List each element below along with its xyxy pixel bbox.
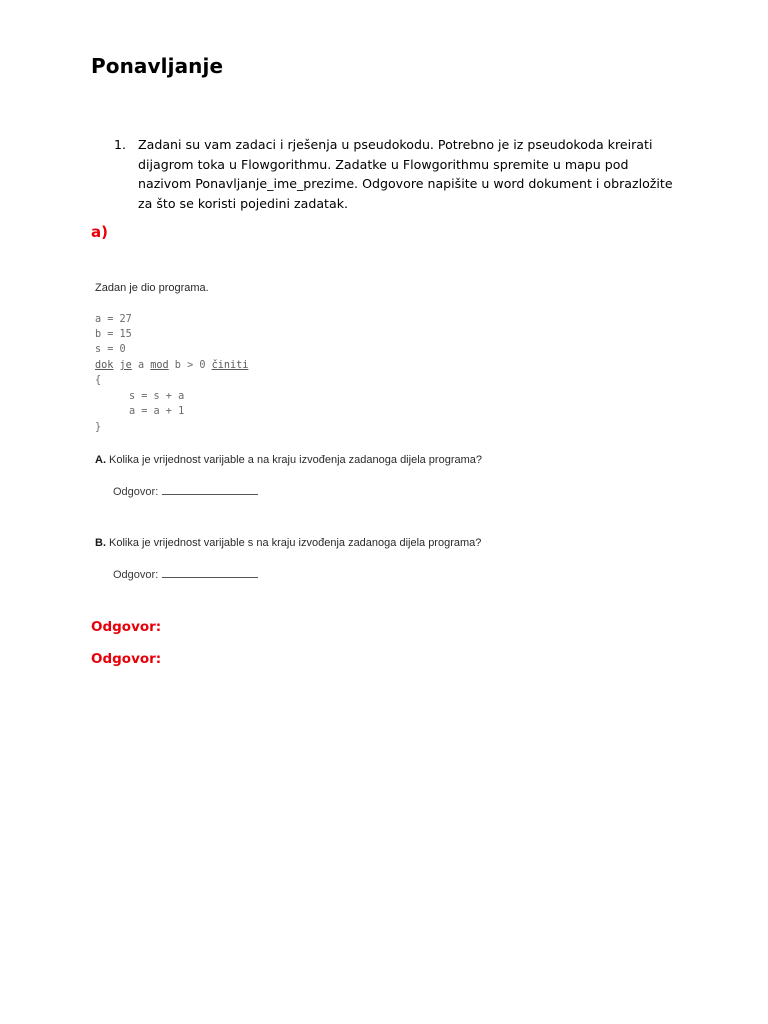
- task-item: [114, 135, 694, 213]
- question-a: [95, 454, 482, 466]
- question-b-letter: B.: [95, 537, 106, 549]
- task-line: dijagrom toka u Flowgorithmu. Zadatke u Flowgorithmu spremite u mapu pod: [138, 156, 629, 172]
- answer-label-1: Odgovor:: [91, 619, 162, 635]
- answer-label-2: Odgovor:: [91, 651, 162, 667]
- keyword-ciniti: činiti: [211, 360, 249, 371]
- code-while-line: [95, 360, 248, 371]
- task-text: [138, 135, 694, 213]
- task-line: nazivom Ponavljanje_ime_prezime. Odgovore napišite u word dokument i obrazložite: [138, 176, 673, 192]
- code-body-line: a = a + 1: [129, 406, 185, 417]
- task-line: Zadani su vam zadaci i rješenja u pseudokodu. Potrebno je iz pseudokoda kreirati: [138, 137, 653, 152]
- code-var-a: a: [137, 360, 145, 371]
- code-open-brace: {: [95, 375, 102, 386]
- answer-line-b: [113, 568, 258, 581]
- task-line: za što se koristi pojedini zadatak.: [138, 195, 348, 211]
- code-line: b = 15: [95, 329, 132, 340]
- code-close-brace: }: [95, 422, 102, 433]
- keyword-dok: dok: [95, 360, 114, 371]
- answer-label: Odgovor:: [113, 569, 159, 581]
- task-number: 1.: [114, 137, 127, 152]
- question-b: [95, 537, 481, 549]
- scan-intro: Zadan je dio programa.: [95, 282, 209, 294]
- question-b-text: Kolika je vrijednost varijable s na kraju izvođenja zadanoga dijela programa?: [109, 537, 482, 549]
- answer-blank: [162, 568, 258, 578]
- keyword-je: je: [119, 360, 132, 371]
- question-a-text: Kolika je vrijednost varijable a na kraju izvođenja zadanoga dijela programa?: [109, 454, 483, 466]
- answer-label: Odgovor:: [113, 486, 159, 498]
- answer-blank: [162, 485, 258, 495]
- answer-line-a: [113, 485, 258, 498]
- section-a-label: a): [91, 223, 108, 241]
- code-line: a = 27: [95, 314, 132, 325]
- page-title: Ponavljanje: [91, 54, 224, 78]
- code-body-line: s = s + a: [129, 391, 185, 402]
- code-line: s = 0: [95, 344, 126, 355]
- keyword-mod: mod: [150, 360, 169, 371]
- question-a-letter: A.: [95, 454, 106, 466]
- code-condition: b > 0: [174, 360, 206, 371]
